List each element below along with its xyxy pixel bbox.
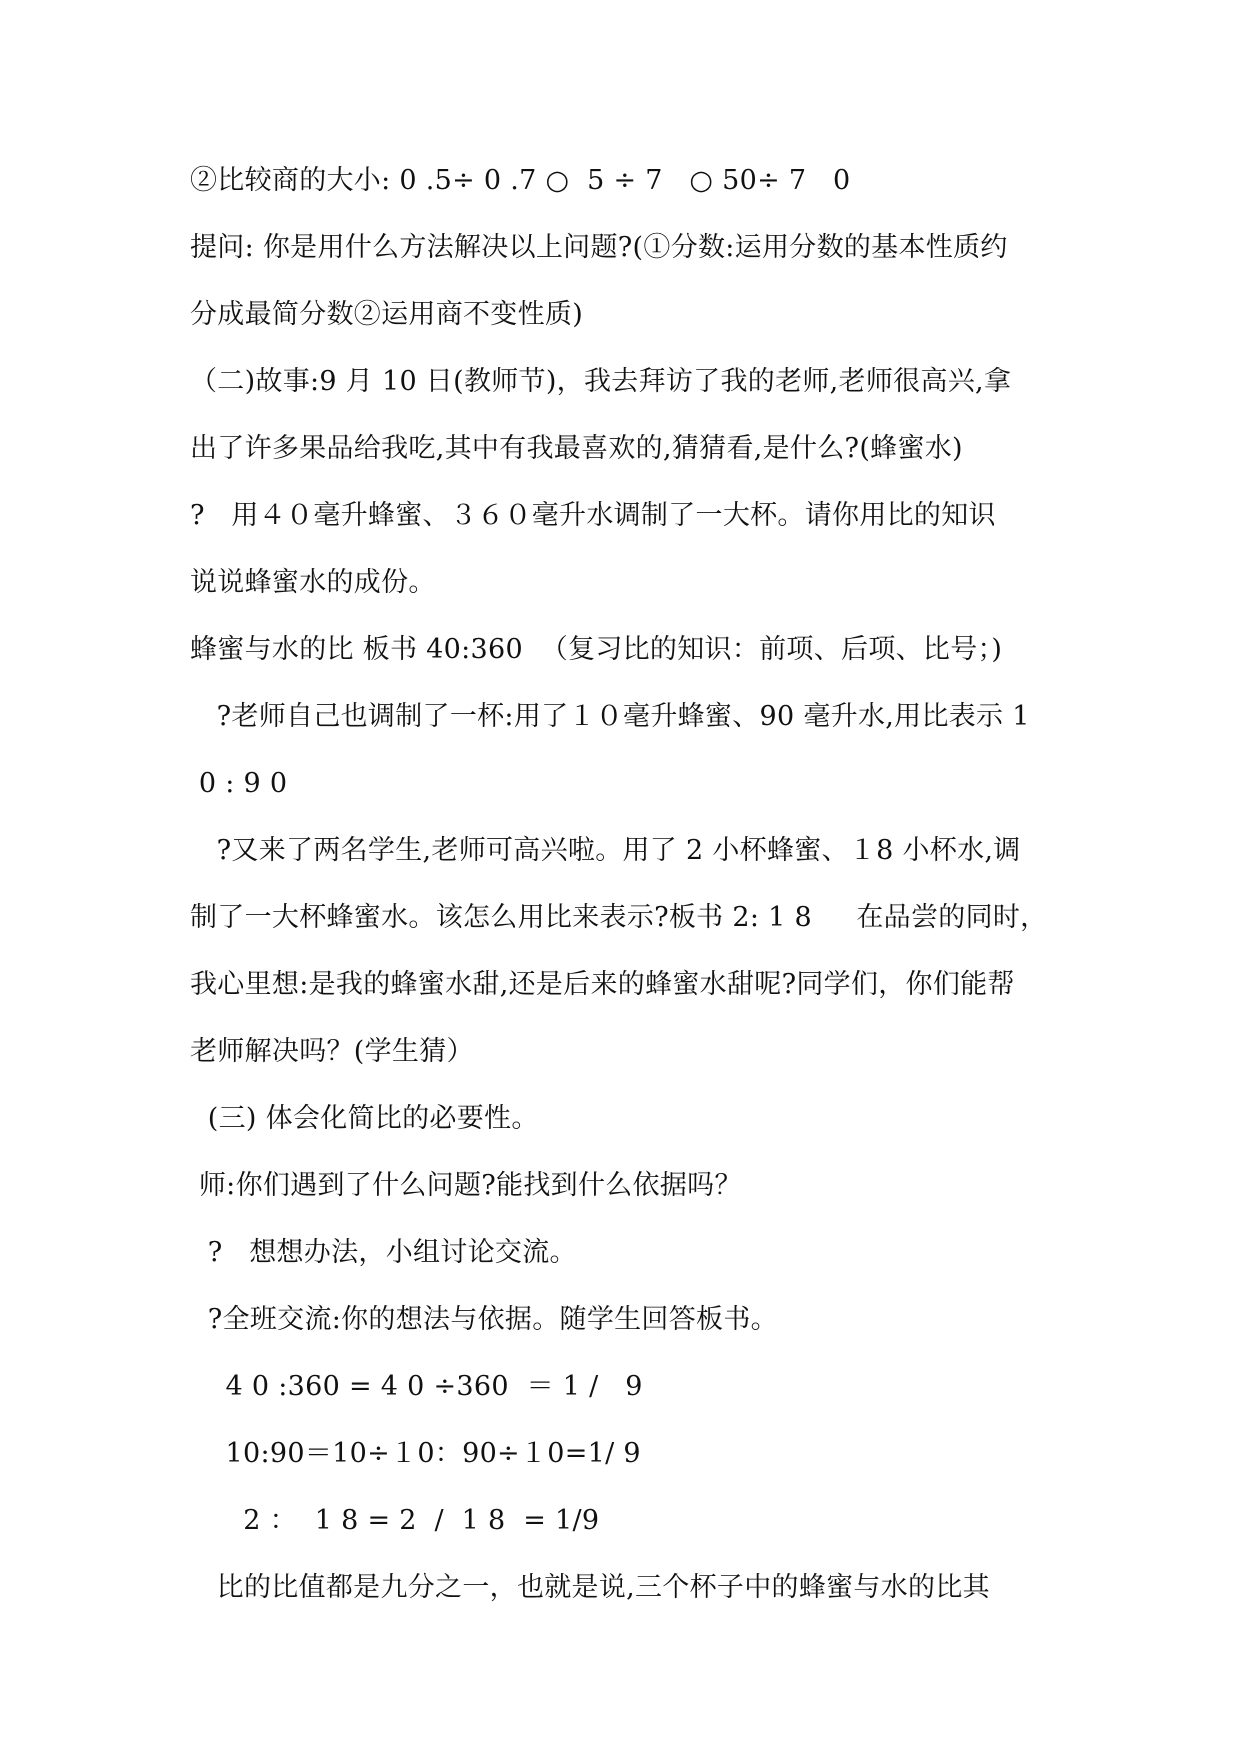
line-honey-recipe: ? 用４０毫升蜂蜜、３６０毫升水调制了一大杯。请你用比的知识	[190, 500, 996, 531]
line-teacher-cup: ?老师自己也调制了一杯:用了１０毫升蜂蜜、90 毫升水,用比表示 1	[190, 701, 1030, 732]
line-teacher-cup-ratio: 0 : 9 0	[190, 768, 288, 799]
line-ratio-board: 蜂蜜与水的比 板书 40:360 （复习比的知识：前项、后项、比号；)	[190, 634, 1003, 665]
line-honey-recipe-cont: 说说蜂蜜水的成份。	[190, 567, 436, 598]
line-compare-quotients: ②比较商的大小: 0 .5÷ 0 .7 ○ 5 ÷ 7 ○ 50÷ 7 0	[190, 165, 851, 196]
line-question-method: 提问: 你是用什么方法解决以上问题?(①分数:运用分数的基本性质约	[190, 232, 1008, 263]
line-students-cup-cont: 制了一大杯蜂蜜水。该怎么用比来表示?板书 2: 1 8 在品尝的同时，	[190, 902, 1048, 933]
line-question-method-cont: 分成最简分数②运用商不变性质)	[190, 299, 584, 330]
line-help-teacher: 老师解决吗？(学生猜）	[190, 1036, 474, 1067]
line-equation-2: 10:90＝10÷１0：90÷１0=1/ 9	[190, 1438, 641, 1469]
line-story-cont: 出了许多果品给我吃,其中有我最喜欢的,猜猜看,是什么?(蜂蜜水)	[190, 433, 963, 464]
line-story-heading: （二)故事:9 月 10 日(教师节)，我去拜访了我的老师,老师很高兴,拿	[190, 366, 1012, 397]
line-group-discussion: ? 想想办法，小组讨论交流。	[190, 1237, 577, 1268]
line-equation-3: 2 ： 1 8 = 2 / 1 8 = 1/9	[190, 1505, 600, 1536]
line-class-exchange: ?全班交流:你的想法与依据。随学生回答板书。	[190, 1304, 778, 1335]
line-ratio-value-conclusion: 比的比值都是九分之一，也就是说,三个杯子中的蜂蜜与水的比其	[190, 1572, 990, 1603]
line-teacher-question: 师:你们遇到了什么问题?能找到什么依据吗？	[190, 1170, 742, 1201]
line-equation-1: 4 0 :360 = 4 0 ÷360 ＝ 1 / 9	[190, 1371, 643, 1402]
line-students-cup: ?又来了两名学生,老师可高兴啦。用了 2 小杯蜂蜜、１8 小杯水,调	[190, 835, 1021, 866]
line-which-sweeter: 我心里想:是我的蜂蜜水甜,还是后来的蜂蜜水甜呢?同学们，你们能帮	[190, 969, 1015, 1000]
line-section-three: (三) 体会化简比的必要性。	[190, 1103, 539, 1134]
